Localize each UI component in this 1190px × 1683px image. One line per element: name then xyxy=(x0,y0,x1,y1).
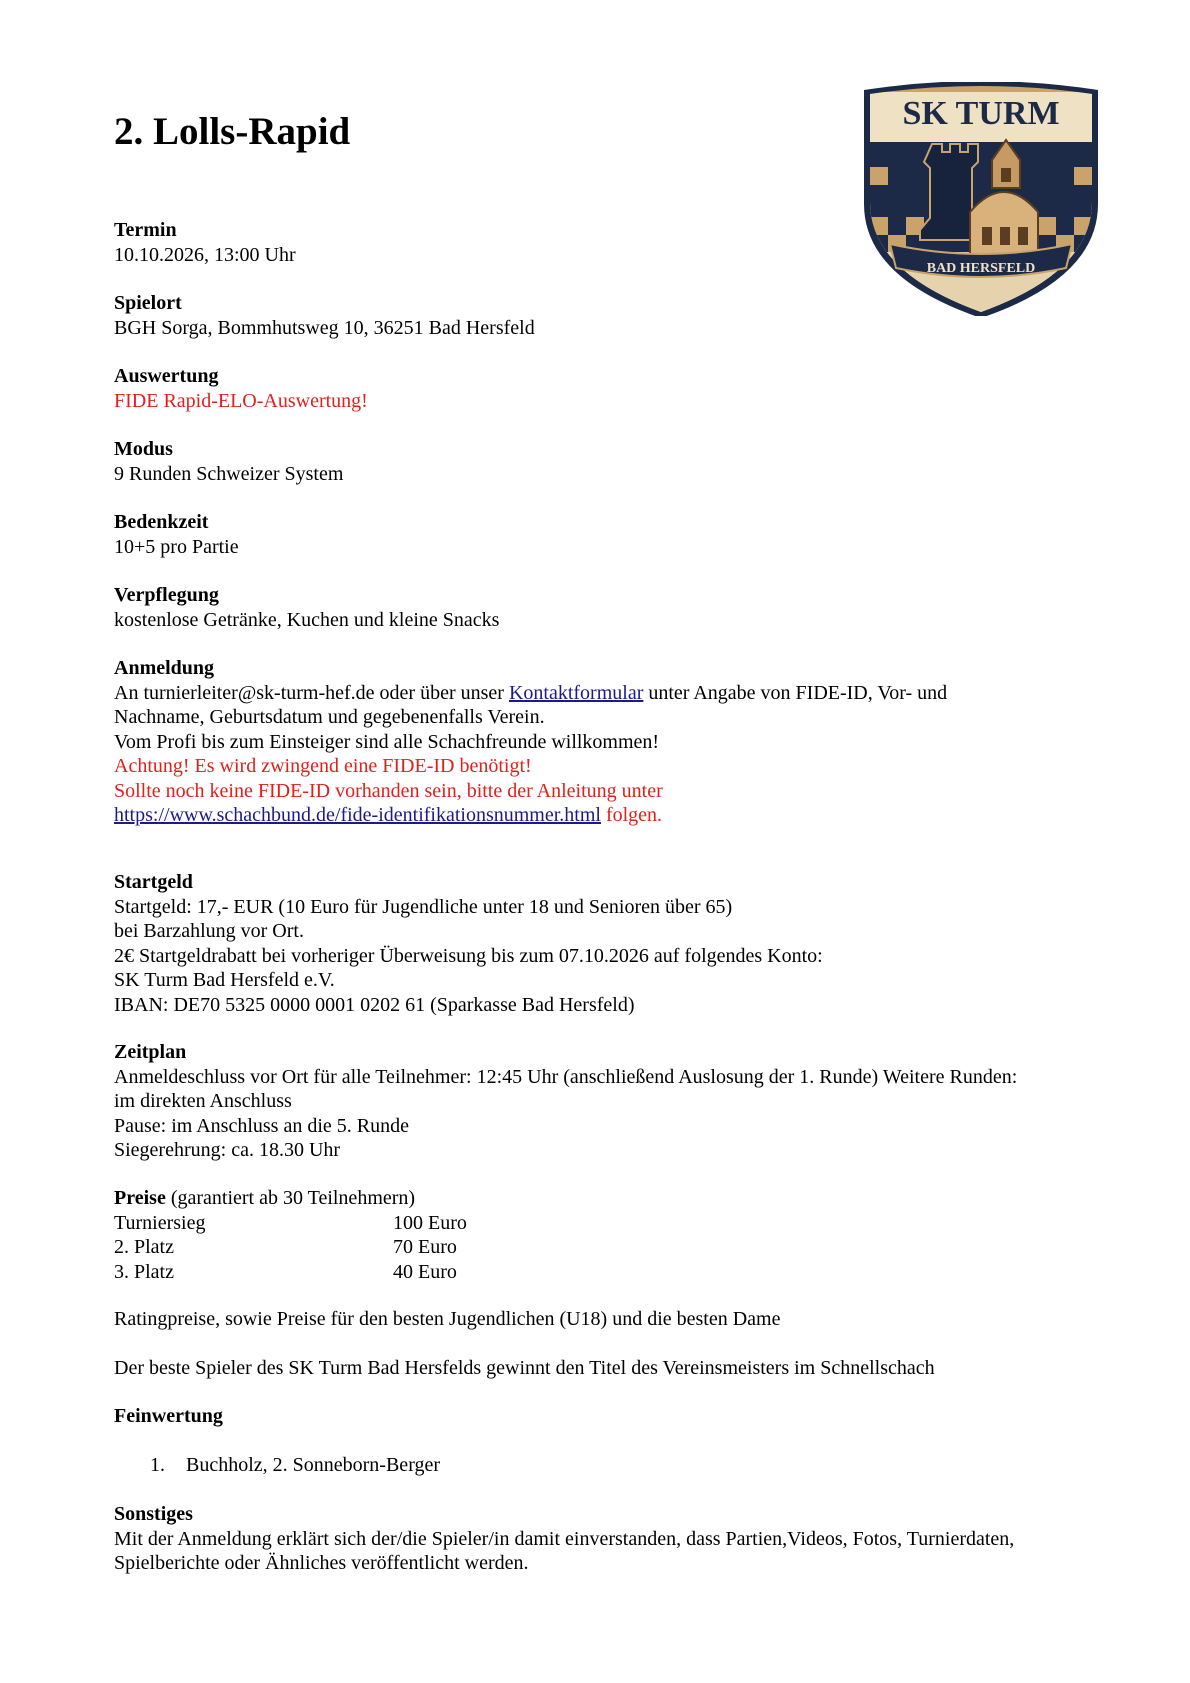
termin-section xyxy=(114,218,1084,267)
startgeld-line: Startgeld: 17,- EUR (10 Euro für Jugendliche unter 18 und Senioren über 65) xyxy=(114,895,733,918)
verpflegung-value: kostenlose Getränke, Kuchen und kleine Snacks xyxy=(114,608,500,631)
zeitplan-line: im direkten Anschluss xyxy=(114,1090,292,1112)
feinwertung-heading: Feinwertung xyxy=(114,1405,223,1427)
zeitplan-line: Anmeldeschluss vor Ort für alle Teilnehmer: 12:45 Uhr (anschließend Auslosung der 1. Runde) Weitere Runden: xyxy=(114,1065,1018,1088)
bedenkzeit-section xyxy=(114,510,1084,559)
sonstiges-section xyxy=(114,1502,1084,1576)
startgeld-line: bei Barzahlung vor Ort. xyxy=(114,920,304,942)
prize-row xyxy=(114,1211,1084,1236)
startgeld-line: SK Turm Bad Hersfeld e.V. xyxy=(114,969,335,991)
spielort-value: BGH Sorga, Bommhutsweg 10, 36251 Bad Hersfeld xyxy=(114,316,535,339)
anmeldung-line1-post: unter Angabe von FIDE-ID, Vor- und xyxy=(643,681,948,704)
sonstiges-line: Mit der Anmeldung erklärt sich der/die Spieler/in damit einverstanden, dass Partien,Videos, Fotos, Turnierdaten, xyxy=(114,1527,1015,1550)
modus-heading: Modus xyxy=(114,438,173,460)
preise-heading: Preise xyxy=(114,1187,166,1209)
anmeldung-warning-3-text: folgen. xyxy=(600,804,663,826)
prize-row xyxy=(114,1235,1084,1260)
startgeld-section xyxy=(114,870,1084,1017)
feinwertung-item: Buchholz, 2. Sonneborn-Berger xyxy=(186,1454,441,1476)
sonstiges-line: Spielberichte oder Ähnliches veröffentlicht werden. xyxy=(114,1552,529,1574)
verpflegung-heading: Verpflegung xyxy=(114,584,219,606)
startgeld-line: 2€ Startgeldrabatt bei vorheriger Überweisung bis zum 07.10.2026 auf folgendes Konto: xyxy=(114,944,823,967)
anmeldung-line1-pre: An turnierleiter@sk-turm-hef.de oder über unser xyxy=(114,681,509,704)
auswertung-section xyxy=(114,364,1084,413)
logo-top-text: SK TURM xyxy=(902,95,1060,132)
feinwertung-number: 1. xyxy=(150,1454,165,1476)
bedenkzeit-heading: Bedenkzeit xyxy=(114,511,209,533)
prize-label: 3. Platz xyxy=(114,1260,174,1283)
anmeldung-warning-1: Achtung! Es wird zwingend eine FIDE-ID benötigt! xyxy=(114,755,532,777)
preise-header xyxy=(114,1186,1084,1211)
zeitplan-line: Pause: im Anschluss an die 5. Runde xyxy=(114,1114,409,1137)
auswertung-value: FIDE Rapid-ELO-Auswertung! xyxy=(114,389,368,412)
anmeldung-warning-2: Sollte noch keine FIDE-ID vorhanden sein, bitte der Anleitung unter xyxy=(114,779,663,802)
anmeldung-line1 xyxy=(114,681,1084,706)
bedenkzeit-value: 10+5 pro Partie xyxy=(114,535,239,558)
modus-value: 9 Runden Schweizer System xyxy=(114,462,344,485)
feinwertung-section xyxy=(114,1404,1084,1429)
zeitplan-line: Siegerehrung: ca. 18.30 Uhr xyxy=(114,1139,341,1161)
schachbund-fide-link[interactable]: https://www.schachbund.de/fide-identifikationsnummer.html xyxy=(114,804,601,826)
vereinsmeister-text: Der beste Spieler des SK Turm Bad Hersfelds gewinnt den Titel des Vereinsmeisters im Schnellschach xyxy=(114,1357,935,1379)
startgeld-heading: Startgeld xyxy=(114,871,193,893)
zeitplan-section xyxy=(114,1040,1084,1163)
preise-note: (garantiert ab 30 Teilnehmern) xyxy=(165,1187,416,1209)
preise-section xyxy=(114,1186,1084,1284)
modus-section xyxy=(114,437,1084,486)
anmeldung-warning-3 xyxy=(114,803,1084,828)
prize-amount: 70 Euro xyxy=(393,1236,457,1258)
spielort-heading: Spielort xyxy=(114,292,182,314)
anmeldung-heading: Anmeldung xyxy=(114,657,215,679)
kontaktformular-link[interactable]: Kontaktformular xyxy=(508,681,644,704)
prize-amount: 40 Euro xyxy=(393,1260,457,1283)
ratingpreise-text: Ratingpreise, sowie Preise für den besten Jugendlichen (U18) und die besten Dame xyxy=(114,1308,781,1330)
prize-label: Turniersieg xyxy=(114,1211,206,1234)
termin-value: 10.10.2026, 13:00 Uhr xyxy=(114,243,296,266)
anmeldung-line3: Vom Profi bis zum Einsteiger sind alle Schachfreunde willkommen! xyxy=(114,730,660,753)
sonstiges-heading: Sonstiges xyxy=(114,1503,193,1525)
feinwertung-list-item xyxy=(150,1453,1120,1478)
anmeldung-section xyxy=(114,656,1084,828)
prize-row xyxy=(114,1260,1084,1285)
spielort-section xyxy=(114,291,1084,340)
auswertung-heading: Auswertung xyxy=(114,365,219,387)
startgeld-iban: IBAN: DE70 5325 0000 0001 0202 61 (Sparkasse Bad Hersfeld) xyxy=(114,993,635,1016)
anmeldung-line2: Nachname, Geburtsdatum und gegebenenfalls Verein. xyxy=(114,706,545,728)
logo-bottom-text: BAD HERSFELD xyxy=(926,261,1036,276)
verpflegung-section xyxy=(114,583,1084,632)
zeitplan-heading: Zeitplan xyxy=(114,1041,187,1063)
prize-amount: 100 Euro xyxy=(393,1211,467,1234)
page-title: 2. Lolls-Rapid xyxy=(114,110,351,153)
termin-heading: Termin xyxy=(114,219,177,241)
prize-label: 2. Platz xyxy=(114,1236,174,1258)
sk-turm-logo xyxy=(860,82,1102,316)
